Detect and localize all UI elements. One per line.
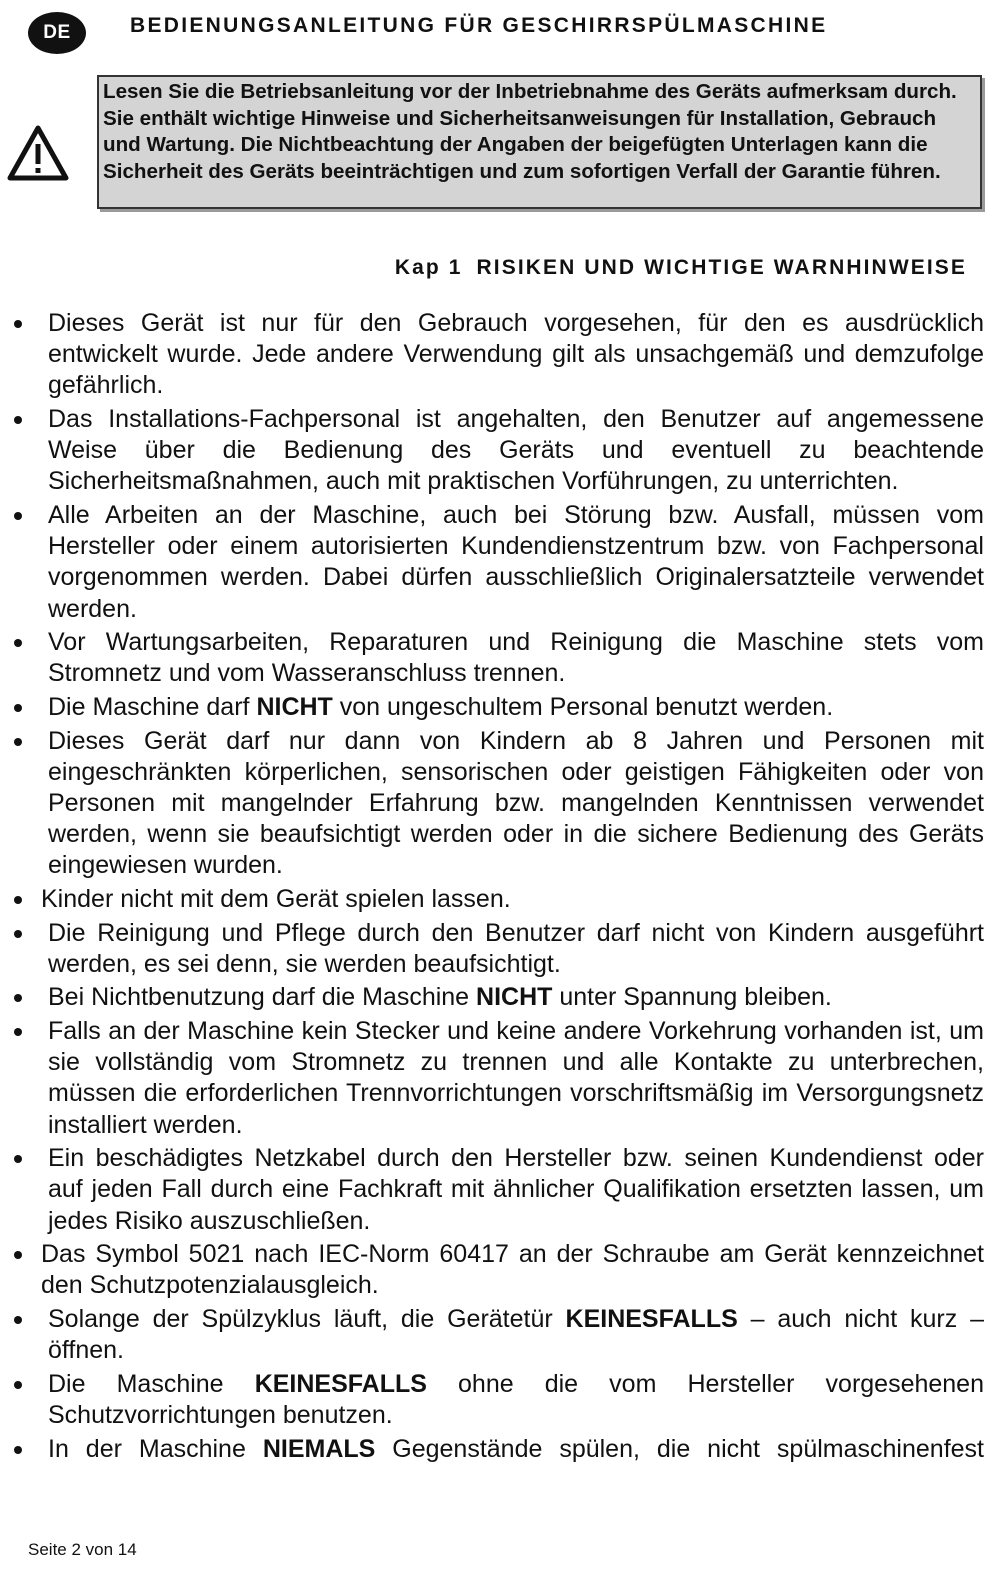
page-number: Seite 2 von 14 bbox=[28, 1540, 137, 1559]
list-item-text: Ein beschädigtes Netzkabel durch den Hersteller bzw. seinen Kundendienst oder auf jeden Fall durch eine Fachkraft mit ähnlicher Qualifikation ersetzten lassen, um jedes Risiko auszuschließen. bbox=[48, 1144, 984, 1235]
list-item-text: Kinder nicht mit dem Gerät spielen lassen. bbox=[41, 885, 511, 913]
bullet-icon bbox=[14, 896, 22, 904]
list-item bbox=[12, 1239, 984, 1301]
list-item bbox=[12, 692, 984, 723]
emphasis-text: KEINESFALLS bbox=[254, 1369, 427, 1398]
bullet-icon bbox=[14, 994, 22, 1002]
bullet-icon bbox=[14, 704, 22, 712]
text-run: unter Spannung bleiben. bbox=[552, 983, 832, 1012]
list-item bbox=[12, 982, 984, 1013]
list-item bbox=[12, 884, 984, 915]
text-run: Solange der Spülzyklus läuft, die Gerätetür bbox=[48, 1304, 566, 1333]
bullet-icon bbox=[14, 639, 22, 647]
text-run: Die Maschine darf bbox=[48, 693, 257, 721]
emphasis-text: KEINESFALLS bbox=[565, 1304, 738, 1333]
list-item-text: Dieses Gerät ist nur für den Gebrauch vorgesehen, für den es ausdrücklich entwickelt wurde. Jede andere Verwendung gilt als unsachgemäß und demzufolge gefährlich. bbox=[48, 309, 984, 400]
bullet-icon bbox=[14, 1446, 22, 1454]
list-item-text: Vor Wartungsarbeiten, Reparaturen und Reinigung die Maschine stets vom Stromnetz und vom Wasseranschluss trennen. bbox=[48, 628, 984, 688]
list-item-text: Das Installations-Fachpersonal ist angehalten, den Benutzer auf angemessene Weise über die Bedienung des Geräts und eventuell zu beachtende Sicherheitsmaßnahmen, auch mit praktischen Vorführungen, zu unterrichten. bbox=[48, 405, 984, 496]
text-run: ohne die vom Hersteller vorgesehenen Schutzvorrichtungen benutzen. bbox=[48, 1369, 984, 1429]
bullet-icon bbox=[14, 1316, 22, 1324]
bullet-icon bbox=[14, 512, 22, 520]
list-item-text bbox=[48, 1304, 984, 1366]
chapter-number: Kap 1 bbox=[394, 256, 463, 279]
text-run: In der Maschine bbox=[48, 1434, 263, 1463]
list-item bbox=[12, 1434, 984, 1465]
list-item-text: Die Reinigung und Pflege durch den Benutzer darf nicht von Kindern ausgeführt werden, es sei denn, sie werden beaufsichtigt. bbox=[48, 918, 984, 978]
bullet-icon bbox=[14, 1251, 22, 1259]
bullet-icon bbox=[14, 1028, 22, 1036]
list-item bbox=[12, 726, 984, 882]
bullet-icon bbox=[14, 738, 22, 746]
list-item-text bbox=[48, 1434, 984, 1465]
bullet-icon bbox=[14, 930, 22, 938]
document-title: BEDIENUNGSANLEITUNG FÜR GESCHIRRSPÜLMASCHINE bbox=[130, 14, 828, 37]
list-item bbox=[12, 918, 984, 980]
list-item bbox=[12, 308, 984, 402]
list-item-text bbox=[48, 982, 984, 1013]
bullet-icon bbox=[14, 320, 22, 328]
warning-triangle-icon bbox=[6, 124, 70, 182]
list-item-text: Das Symbol 5021 nach IEC-Norm 60417 an der Schraube am Gerät kennzeichnet den Schutzpotenzialausgleich. bbox=[41, 1240, 984, 1300]
list-item bbox=[12, 404, 984, 498]
chapter-title: RISIKEN UND WICHTIGE WARNHINWEISE bbox=[476, 256, 967, 279]
bullet-icon bbox=[14, 416, 22, 424]
warnings-list bbox=[12, 308, 984, 1467]
chapter-heading bbox=[395, 256, 967, 280]
list-item bbox=[12, 1369, 984, 1431]
safety-notice-text: Lesen Sie die Betriebsanleitung vor der Inbetriebnahme des Geräts aufmerksam durch. Sie enthält wichtige Hinweise und Sicherheitsanweisungen für Installation, Gebrauch und Wartung. Die Nichtbeachtung der Angaben der beigefügten Unterlagen kann die Sicherheit des Geräts beeinträchtigen und zum sofortigen Verfall der Garantie führen. bbox=[103, 80, 957, 183]
text-run: Gegenstände spülen, die nicht spülmaschinenfest bbox=[375, 1434, 984, 1463]
emphasis-text: NICHT bbox=[476, 983, 553, 1012]
bullet-icon bbox=[14, 1155, 22, 1163]
list-item bbox=[12, 1143, 984, 1237]
list-item-text bbox=[48, 1369, 984, 1431]
emphasis-text: NIEMALS bbox=[262, 1434, 376, 1463]
text-run: Bei Nichtbenutzung darf die Maschine bbox=[48, 983, 477, 1012]
list-item bbox=[12, 627, 984, 689]
emphasis-text: NICHT bbox=[256, 693, 333, 721]
list-item-text bbox=[48, 692, 984, 723]
list-item bbox=[12, 1304, 984, 1366]
text-run: – auch nicht kurz – öffnen. bbox=[48, 1304, 984, 1365]
bullet-icon bbox=[14, 1381, 22, 1389]
language-badge: DE bbox=[28, 12, 86, 54]
text-run: Die Maschine bbox=[48, 1369, 255, 1398]
safety-notice-box bbox=[97, 75, 982, 209]
list-item bbox=[12, 500, 984, 625]
list-item bbox=[12, 1016, 984, 1141]
list-item-text: Dieses Gerät darf nur dann von Kindern ab 8 Jahren und Personen mit eingeschränkten körperlichen, sensorischen oder geistigen Fähigkeiten oder von Personen mit mangelnder Erfahrung bzw. mangelnden Kenntnissen verwendet werden, wenn sie beaufsichtigt werden oder in die sichere Bedienung des Geräts eingewiesen wurden. bbox=[48, 726, 984, 880]
list-item-text: Falls an der Maschine kein Stecker und keine andere Vorkehrung vorhanden ist, um sie vollständig vom Stromnetz zu trennen und alle Kontakte zu unterbrechen, müssen die erforderlichen Trennvorrichtungen vorschriftsmäßig im Versorgungsnetz installiert werden. bbox=[48, 1016, 984, 1139]
text-run: von ungeschultem Personal benutzt werden. bbox=[332, 693, 834, 721]
list-item-text: Alle Arbeiten an der Maschine, auch bei Störung bzw. Ausfall, müssen vom Hersteller oder einem autorisierten Kundendienstzentrum bzw. von Fachpersonal vorgenommen werden. Dabei dürfen ausschließlich Originalersatzteile verwendet werden. bbox=[48, 501, 984, 623]
